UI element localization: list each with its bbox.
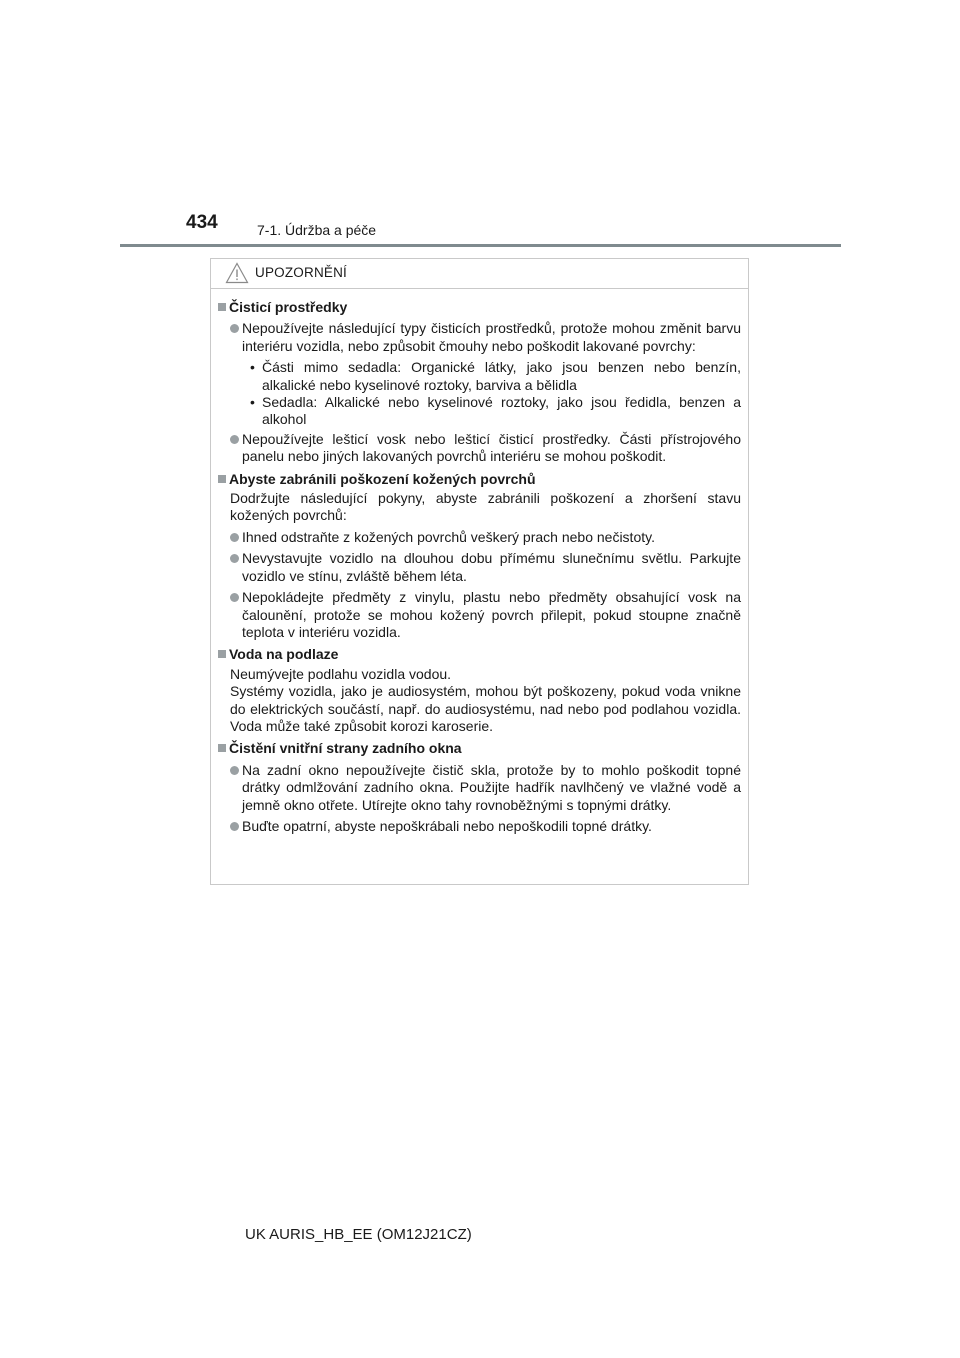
round-bullet-icon <box>230 435 239 444</box>
section-heading: Abyste zabránili poškození kožených povrchů <box>229 470 536 487</box>
bullet-item <box>218 762 741 814</box>
bullet-text: Nepoužívejte lešticí vosk nebo lešticí čisticí prostředky. Části přístrojového panelu nebo jiných lakovaných povrchů interiéru se mohou poškodit. <box>242 430 741 465</box>
paragraph: Dodržujte následující pokyny, abyste zabránili poškození a zhoršení stavu kožených povrchů: <box>230 490 741 524</box>
round-bullet-icon <box>230 593 239 602</box>
square-bullet-icon <box>218 303 226 311</box>
bullet-item <box>218 529 741 546</box>
round-bullet-icon <box>230 533 239 542</box>
square-bullet-icon <box>218 744 226 752</box>
section-heading: Voda na podlaze <box>229 646 339 663</box>
section-heading: Čisticí prostředky <box>229 299 348 315</box>
warning-triangle-icon <box>225 262 249 284</box>
document-code: UK AURIS_HB_EE (OM12J21CZ) <box>245 1226 472 1243</box>
warning-title: UPOZORNĚNÍ <box>255 265 348 280</box>
warning-content <box>211 289 748 835</box>
sub-item <box>218 394 741 429</box>
bullet-item <box>218 550 741 585</box>
bullet-text: Nepoužívejte následující typy čisticích prostředků, protože mohou změnit barvu interiéru vozidla, nebo způsobit čmouhy nebo poškodit lakované povrchy: <box>242 320 741 354</box>
page-number: 434 <box>186 212 218 233</box>
bullet-item <box>218 589 741 641</box>
bullet-text: Ihned odstraňte z kožených povrchů veškerý prach nebo nečistoty. <box>242 528 655 545</box>
section-rear-window <box>218 740 741 757</box>
sub-item-text: Sedadla: Alkalické nebo kyselinové roztoky, jako jsou ředidla, benzen a alkohol <box>262 394 741 428</box>
section-cleaning-agents <box>218 299 741 316</box>
bullet-text: Buďte opatrní, abyste nepoškrábali nebo nepoškodili topné drátky. <box>242 817 652 834</box>
bullet-item <box>218 431 741 466</box>
section-floor-water <box>218 646 741 663</box>
round-bullet-icon <box>230 324 239 333</box>
square-bullet-icon <box>218 475 226 483</box>
bullet-item <box>218 320 741 355</box>
section-leather <box>218 471 741 488</box>
round-bullet-icon <box>230 554 239 563</box>
section-heading: Čistění vnitřní strany zadního okna <box>229 740 462 757</box>
dot-bullet-icon: • <box>250 394 255 411</box>
bullet-item <box>218 818 741 835</box>
round-bullet-icon <box>230 822 239 831</box>
bullet-text: Na zadní okno nepoužívejte čistič skla, protože by to mohlo poškodit topné drátky odmlžování zadního okna. Použijte hadřík navlhčený ve vlažné vodě a jemně okno otřete. Utírejte okno tahy rovnoběžnými s topnými drátky. <box>242 761 741 813</box>
page-header <box>0 0 960 250</box>
dot-bullet-icon: • <box>250 359 255 376</box>
bullet-text: Nevystavujte vozidlo na dlouhou dobu přímému slunečnímu světlu. Parkujte vozidlo ve stínu, zvláště během léta. <box>242 550 741 584</box>
warning-header <box>211 259 748 289</box>
sub-item <box>218 359 741 394</box>
bullet-text: Nepokládejte předměty z vinylu, plastu nebo předměty obsahující vosk na čalounění, protože se mohou kožený povrch přilepit, pokud stoupne značně teplota v interiéru vozidla. <box>242 589 741 640</box>
square-bullet-icon <box>218 650 226 658</box>
header-rule <box>120 244 841 247</box>
round-bullet-icon <box>230 766 239 775</box>
sub-item-text: Části mimo sedadla: Organické látky, jako jsou benzen nebo benzín, alkalické nebo kyselinové roztoky, barviva a bělidla <box>262 359 741 393</box>
warning-box <box>210 258 749 885</box>
paragraph: Neumývejte podlahu vozidla vodou. <box>230 665 452 682</box>
section-title: 7-1. Údržba a péče <box>257 222 377 238</box>
paragraph: Systémy vozidla, jako je audiosystém, mohou být poškozeny, pokud voda vnikne do elektrických součástí, např. do audiosystému, nad nebo pod podlahou vozidla. Voda může také způsobit korozi karoserie. <box>230 683 741 734</box>
